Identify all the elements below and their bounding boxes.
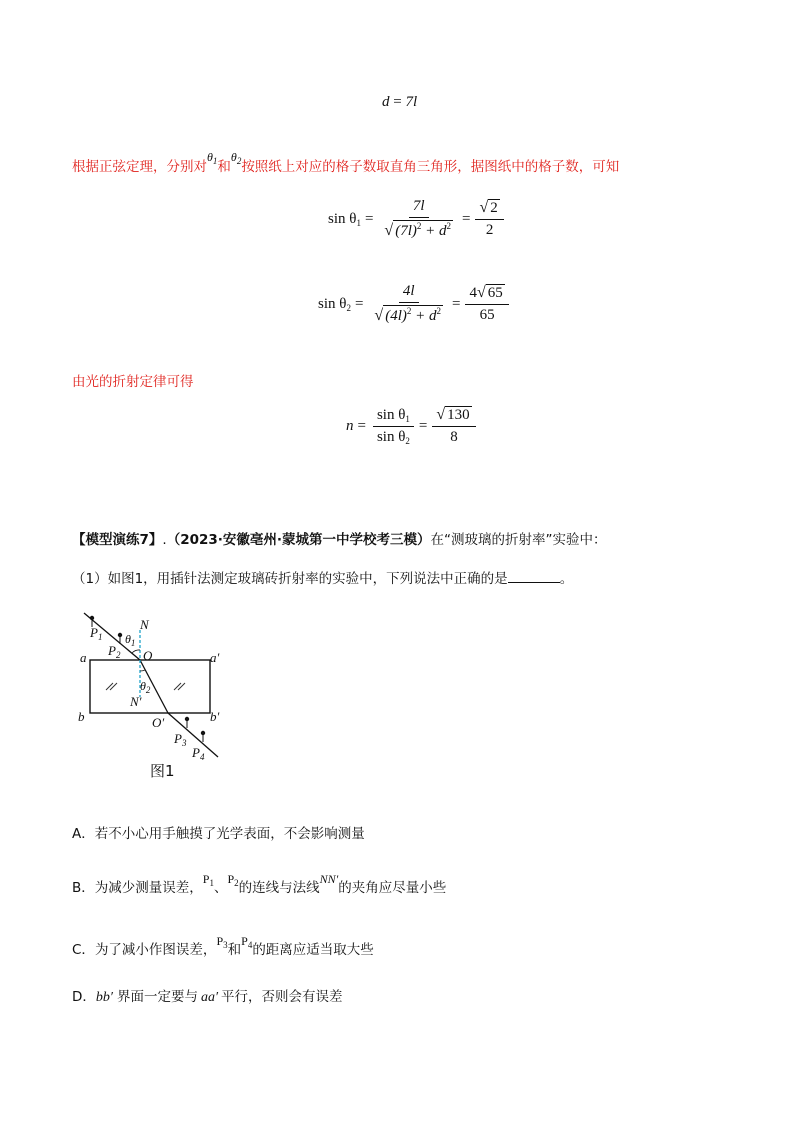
option-c-p4: $P_4$ — [241, 934, 253, 950]
option-c-letter: C． — [72, 942, 95, 958]
problem-source: （2023·安徽亳州·蒙城第一中学校考三模） — [166, 532, 431, 548]
question-1-suffix: 。 — [559, 571, 574, 587]
answer-blank — [508, 570, 560, 583]
option-b-p1: $P_1$ — [202, 872, 214, 888]
angle-arc-theta2 — [140, 670, 145, 671]
explanation-paragraph-2: 由光的折射定律可得 — [72, 374, 194, 390]
label-p4: $P_4$ — [192, 745, 205, 762]
option-a-text: 若不小心用手触摸了光学表面，不会影响测量 — [94, 826, 365, 842]
eq-sin1-lhs: $\sin \theta_1$ — [328, 210, 361, 228]
para1-and: 和 — [217, 159, 231, 175]
figure-caption: 图1 — [150, 762, 175, 780]
label-theta1: $\theta_1$ — [125, 632, 136, 648]
label-b-prime: b′ — [210, 709, 220, 724]
option-a[interactable] — [72, 822, 365, 842]
label-n: N — [140, 617, 149, 632]
hatch-mark — [174, 683, 181, 690]
option-d[interactable] — [72, 985, 343, 1006]
para1-theta2: $\theta_2$ — [230, 150, 242, 166]
label-p1: $P_1$ — [90, 625, 103, 642]
option-d-letter: D． — [72, 989, 96, 1005]
equation-sin-theta1: $\sin \theta_1$ = $\frac{7l}{√ (7l)^2 + d^2}$ = $\frac{√ 2}{2}$ — [328, 198, 507, 240]
option-b-pre: 为减少测量误差， — [94, 880, 203, 896]
eq-sin2-fraction: $\frac{4l}{√ (4l)^2 + d^2}$ — [374, 283, 441, 324]
eq-sin1-result: $\frac{√ 2}{2}$ — [475, 199, 503, 239]
eq-d-rhs: 7l — [405, 94, 418, 110]
eq-sin2-result: $\frac{4√ 65}{65}$ — [465, 284, 508, 324]
para1-before: 根据正弦定理，分别对 — [72, 159, 207, 175]
option-c-post: 的距离应适当取大些 — [252, 942, 374, 958]
eq-sin1-fraction: $\frac{7l}{√ (7l)^2 + d^2}$ — [384, 198, 451, 239]
label-n-prime: N′ — [130, 694, 142, 709]
problem-text: 在“测玻璃的折射率”实验中： — [430, 532, 607, 548]
option-c-and: 和 — [227, 942, 242, 958]
option-b[interactable] — [72, 872, 446, 896]
hatch-mark — [178, 683, 185, 690]
option-b-post: 的夹角应尽量小些 — [338, 880, 447, 896]
eq-n-lhs: n — [346, 417, 354, 434]
para1-theta1: $\theta_1$ — [207, 150, 218, 166]
option-b-sep: 、 — [213, 880, 228, 896]
problem-tag: 【模型演练7】 — [72, 532, 163, 548]
pin-p4 — [201, 731, 205, 735]
eq-n-fraction: $\frac{\sin \theta_1}{\sin \theta_2}$ — [373, 407, 414, 446]
hatch-mark — [106, 683, 113, 690]
option-d-mid: 界面一定要与 — [116, 989, 198, 1005]
hatch-mark — [110, 683, 117, 690]
label-o: O — [143, 648, 153, 663]
label-p2: $P_2$ — [108, 643, 121, 660]
explanation-paragraph-1 — [72, 150, 619, 175]
option-c-pre: 为了减小作图误差， — [94, 942, 217, 958]
option-a-letter: A． — [72, 826, 95, 842]
eq-d-eq: = — [393, 94, 402, 110]
problem-dot: . — [162, 532, 167, 548]
option-c-p3: $P_3$ — [216, 934, 228, 950]
option-d-bb: bb′ — [95, 990, 113, 1005]
eq-d-lhs: d — [382, 94, 390, 110]
eq-sin2-lhs: $\sin \theta_2$ — [318, 295, 351, 313]
option-d-post: 平行，否则会有误差 — [221, 989, 343, 1005]
pin-p3 — [185, 717, 189, 721]
angle-arc-theta1 — [132, 650, 140, 653]
option-d-aa: aa′ — [200, 990, 219, 1005]
equation-n: n = $\frac{\sin \theta_1}{\sin \theta_2}$ = $\frac{√ 130}{8}$ — [346, 406, 479, 446]
equation-sin-theta2: $\sin \theta_2$ = $\frac{4l}{√ (4l)^2 + d^2}$ = $\frac{4√ 65}{65}$ — [318, 283, 512, 325]
question-1 — [72, 567, 573, 587]
eq-n-result: $\frac{√ 130}{8}$ — [432, 406, 475, 446]
label-b: b — [78, 709, 85, 724]
option-b-nn: NN′ — [319, 872, 339, 886]
option-b-mid: 的连线与法线 — [238, 880, 320, 896]
equation-d — [382, 94, 417, 111]
figure-1 — [70, 605, 230, 785]
para1-after: 按照纸上对应的格子数取直角三角形，据图纸中的格子数，可知 — [241, 159, 620, 175]
pin-p1 — [90, 616, 94, 620]
pin-p2 — [118, 633, 122, 637]
label-p3: $P_3$ — [174, 731, 187, 748]
option-b-letter: B． — [72, 880, 95, 896]
question-1-prefix: （1）如图1，用插针法测定玻璃砖折射率的实验中，下列说法中正确的是 — [72, 571, 508, 587]
label-a-prime: a′ — [210, 650, 220, 665]
label-theta2: $\theta_2$ — [140, 679, 151, 695]
label-a: a — [80, 650, 87, 665]
option-b-p2: $P_2$ — [227, 872, 239, 888]
problem-heading — [72, 528, 607, 548]
option-c[interactable] — [72, 934, 374, 958]
label-o-prime: O′ — [152, 715, 165, 730]
